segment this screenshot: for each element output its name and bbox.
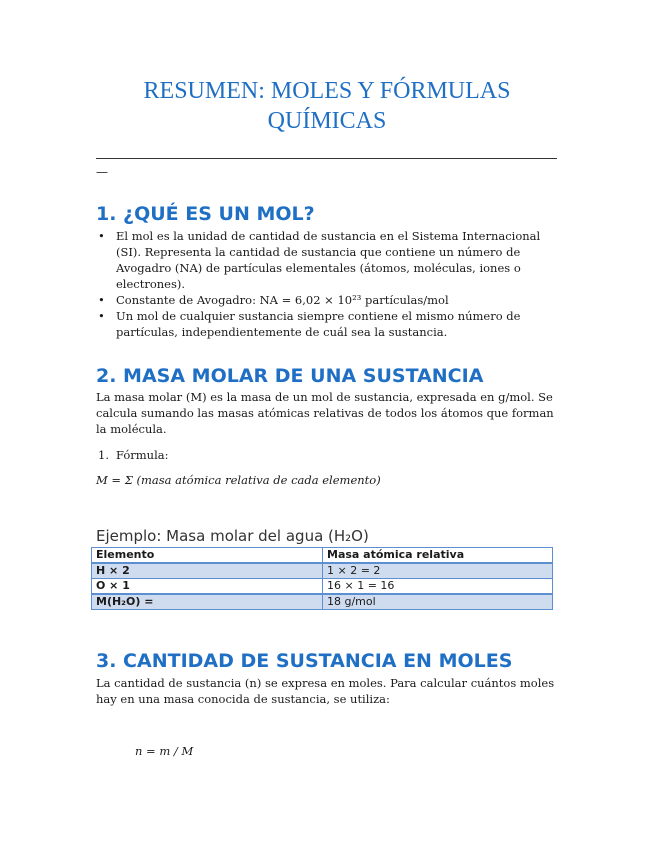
horizontal-rule [96,158,557,159]
table-cell: M(H₂O) = [92,594,323,610]
molar-mass-paragraph: La masa molar (M) es la masa de un mol de sustancia, expresada en g/mol. Se calcula sumando las masas atómicas relativas de todos los átomos que forman la molécula. [96,390,554,436]
table-cell: O × 1 [92,579,323,595]
example-title: Ejemplo: Masa molar del agua (H₂O) [96,527,369,545]
rule-dash: — [96,165,108,179]
section-heading-molar-mass: 2. MASA MOLAR DE UNA SUSTANCIA [96,365,484,387]
list-item [96,228,558,292]
molar-mass-formula: M = Σ (masa atómica relativa de cada elemento) [96,473,381,487]
bullet-text: Constante de Avogadro: NA = 6,02 × 10²³ partículas/mol [116,293,449,307]
table-cell: 1 × 2 = 2 [323,563,553,579]
table-cell: H × 2 [92,563,323,579]
list-item [96,292,558,308]
table-header-row [92,548,553,564]
table-row [92,594,553,610]
bullet-text: Un mol de cualquier sustancia siempre contiene el mismo número de partículas, independientemente de cuál sea la sustancia. [116,309,521,339]
table-cell: 18 g/mol [323,594,553,610]
table-row [92,563,553,579]
page-title: RESUMEN: MOLES Y FÓRMULAS QUÍMICAS [143,78,511,134]
table-row [92,579,553,595]
table-header-cell: Masa atómica relativa [323,548,553,564]
list-item-text: Fórmula: [116,448,169,462]
bullet-icon: • [98,293,105,307]
list-item [96,308,558,340]
moles-paragraph: La cantidad de sustancia (n) se expresa en moles. Para calcular cuántos moles hay en una masa conocida de sustancia, se utiliza: [96,676,555,706]
table-header-cell: Elemento [92,548,323,564]
section-heading-moles: 3. CANTIDAD DE SUSTANCIA EN MOLES [96,650,513,672]
list-number: 1. [98,448,109,462]
section-heading-what-is-mol: 1. ¿QUÉ ES UN MOL? [96,203,315,225]
bullet-icon: • [98,309,105,323]
molar-mass-table [91,547,553,610]
moles-formula: n = m / M [135,744,194,758]
numbered-list-item [98,447,169,463]
bullet-icon: • [98,229,105,243]
mol-bullet-list [96,228,558,340]
bullet-text: El mol es la unidad de cantidad de sustancia en el Sistema Internacional (SI). Representa la cantidad de sustancia que contiene un número de Avogadro (NA) de partículas elementales (átomos, moléculas, iones o electrones). [116,229,541,291]
table-cell: 16 × 1 = 16 [323,579,553,595]
